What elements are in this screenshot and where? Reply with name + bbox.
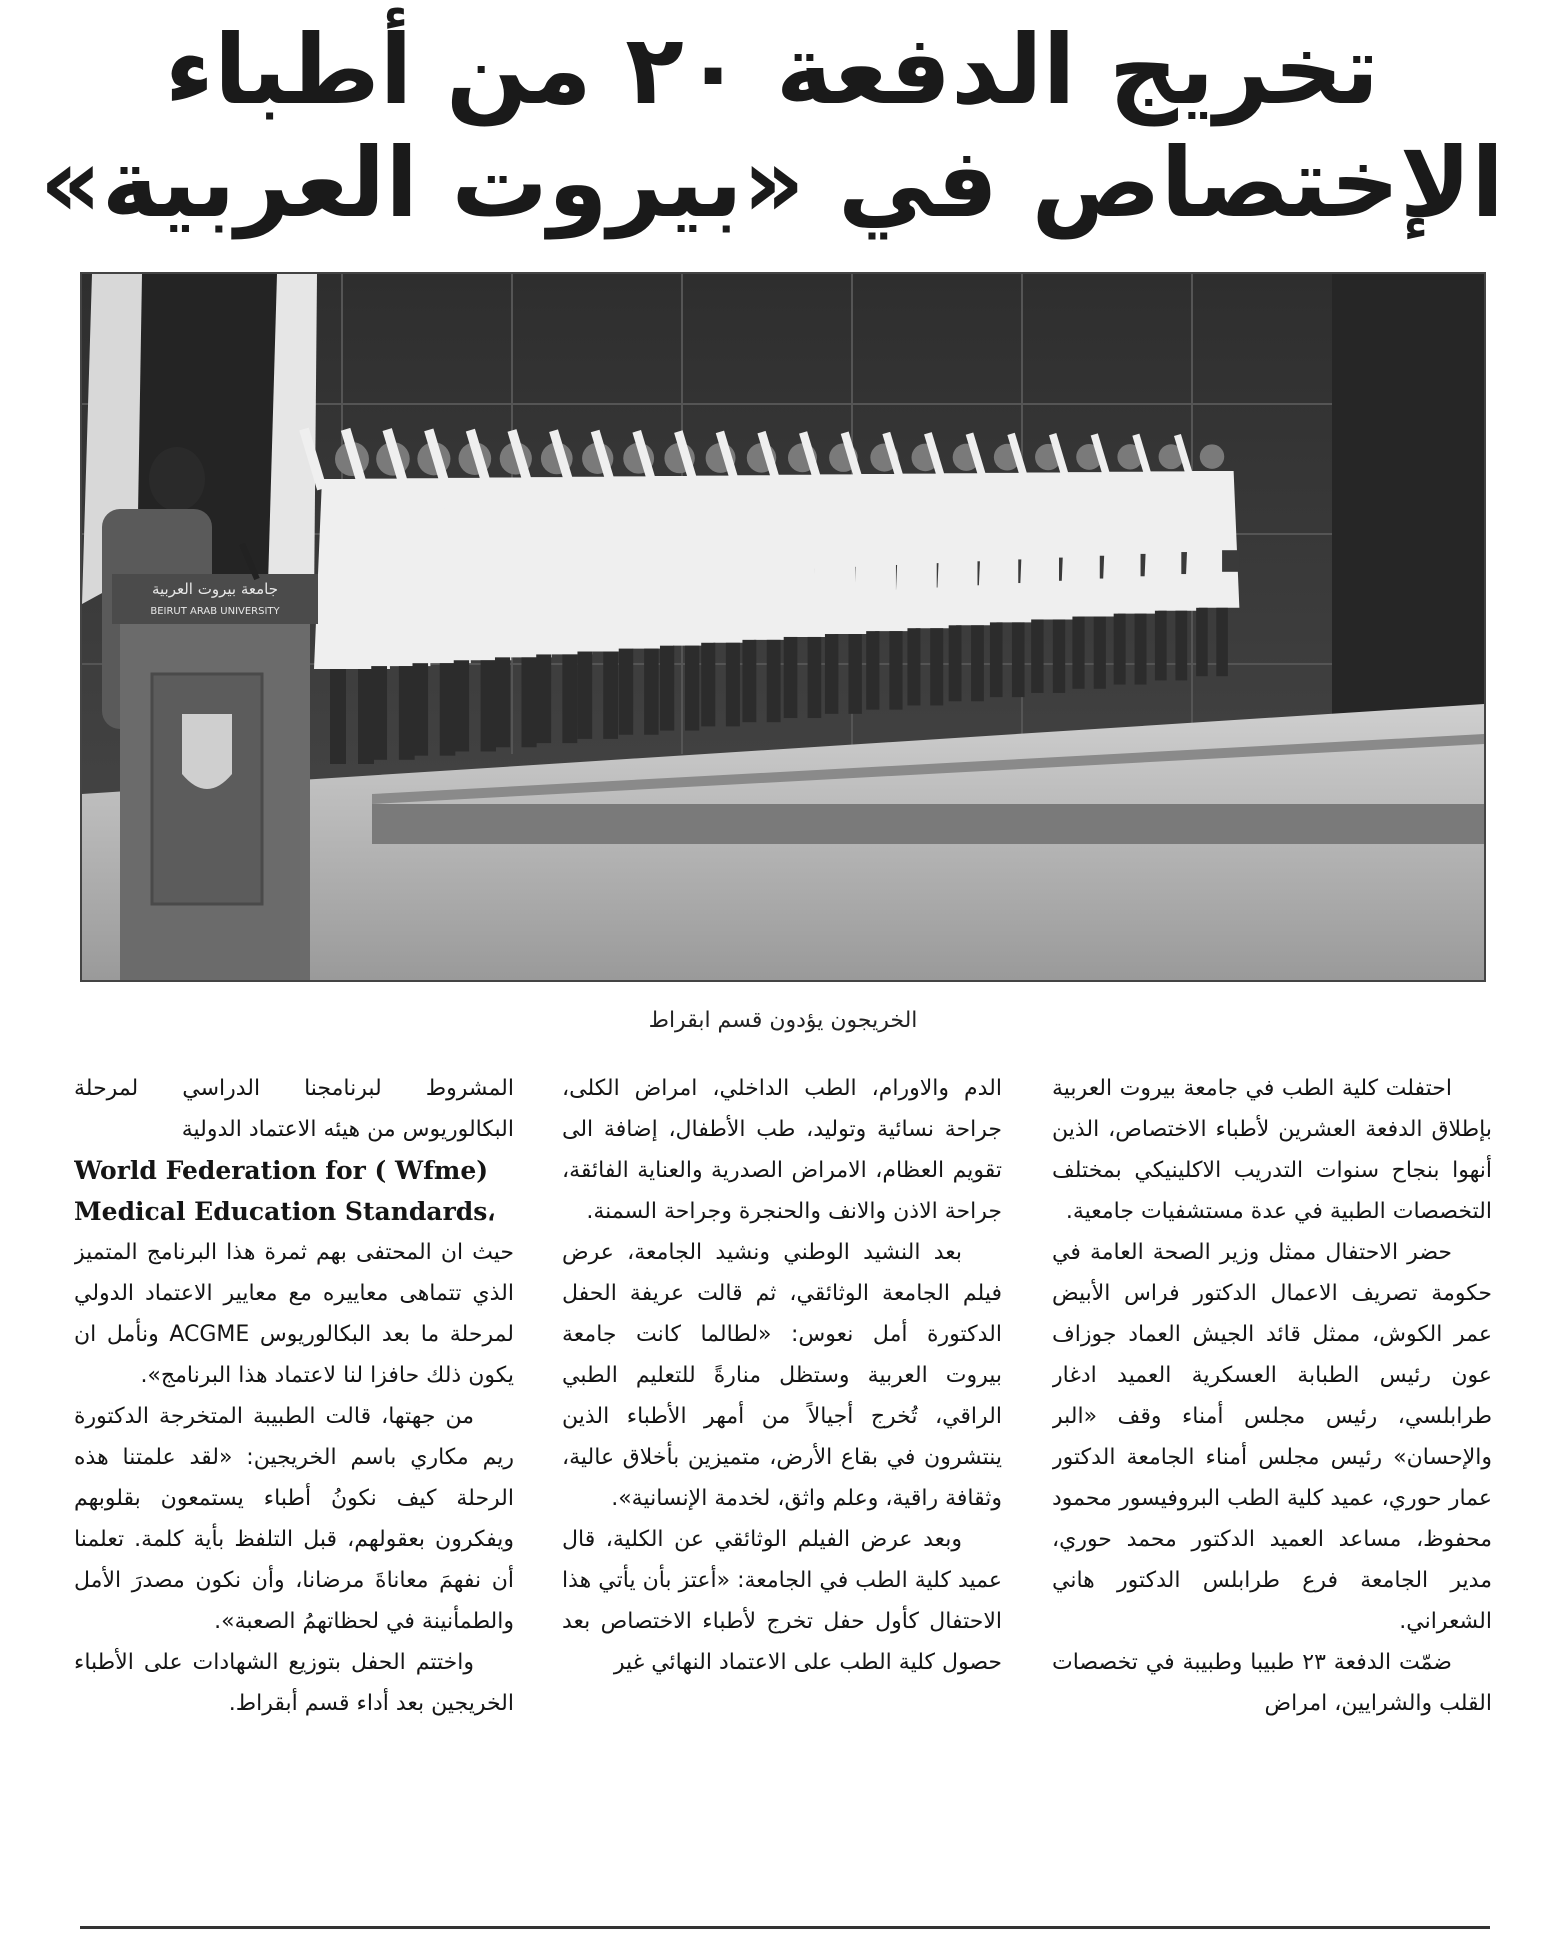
paragraph: احتفلت كلية الطب في جامعة بيروت العربية بإطلاق الدفعة العشرين لأطباء الاختصاص، الذين أنهوا بنجاح سنوات التدريب الاكلينيكي بمختلف التخصصات الطبية في عدة مستشفيات جامعية. — [1052, 1076, 1492, 1224]
paragraph: بعد النشيد الوطني ونشيد الجامعة، عرض فيلم الجامعة الوثائقي، ثم قالت عريفة الحفل الدكتورة أمل نعوس: «لطالما كانت جامعة بيروت العربية وستظل منارةً للتعليم الطبي الراقي، تُخرج أجيالاً من أمهر الأطباء الذين ينتشرون في بقاع الأرض، متميزين بأخلاق عالية، وثقافة راقية، وعلم واثق، لخدمة الإنسانية». — [562, 1240, 1002, 1511]
article-column-1 — [1052, 1068, 1492, 1898]
podium-sign-arabic: جامعة بيروت العربية — [151, 580, 279, 598]
podium-sign-english: BEIRUT ARAB UNIVERSITY — [150, 606, 280, 617]
paragraph: الدم والاورام، الطب الداخلي، امراض الكلى، جراحة نسائية وتوليد، طب الأطفال، إضافة الى تقويم العظام، الامراض الصدرية والعناية الفائقة، جراحة الاذن والانف والحنجرة وجراحة السمنة. — [562, 1076, 1002, 1224]
paragraph: وبعد عرض الفيلم الوثائقي عن الكلية، قال عميد كلية الطب في الجامعة: «أعتز بأن يأتي هذا الاحتفال كأول حفل تخرج لأطباء الاختصاص بعد حصول كلية الطب على الاعتماد النهائي غير — [562, 1527, 1002, 1675]
paragraph: واختتم الحفل بتوزيع الشهادات على الأطباء الخريجين بعد أداء قسم أبقراط. — [74, 1650, 514, 1716]
paragraph: ضمّت الدفعة ٢٣ طبيبا وطبيبة في تخصصات القلب والشرايين، امراض — [1052, 1650, 1492, 1716]
paragraph: المشروط لبرنامجنا الدراسي لمرحلة البكالوريوس من هيئه الاعتماد الدولية — [74, 1076, 514, 1142]
article-column-2 — [562, 1068, 1002, 1898]
bottom-rule — [80, 1926, 1490, 1929]
headline-line-2: الإختصاص في «بيروت العربية» — [39, 127, 1504, 239]
english-text: World Federation for ( Wfme) — [74, 1156, 489, 1185]
headline-line-1: تخريج الدفعة ٢٠ من أطباء — [164, 14, 1380, 126]
article-column-3 — [74, 1068, 514, 1898]
paragraph: حيث ان المحتفى بهم ثمرة هذا البرنامج المتميز الذي تتماهى معاييره مع معايير الاعتماد الدولي لمرحلة ما بعد البكالوريوس ACGME ونأمل ان يكون ذلك حافزا لنا لاعتماد هذا البرنامج». — [74, 1240, 514, 1388]
paragraph: من جهتها، قالت الطبيبة المتخرجة الدكتورة ريم مكاري باسم الخريجين: «لقد علمتنا هذه الرحلة كيف نكونُ أطباء يستمعون بقلوبهم ويفكرون بعقولهم، قبل التلفظ بأية كلمة. تعلمنا أن نفهمَ معاناةَ مرضانا، وأن نكون مصدرَ الأمل والطمأنينة في لحظاتهمُ الصعبة». — [74, 1404, 514, 1634]
english-text: Medical Education Standards، — [74, 1197, 496, 1226]
paragraph: حضر الاحتفال ممثل وزير الصحة العامة في حكومة تصريف الاعمال الدكتور فراس الأبيض عمر الكوش، ممثل قائد الجيش العماد جوزاف عون رئيس الطبابة العسكرية العميد ادغار طرابلسي، رئيس مجلس أمناء وقف «البر والإحسان» رئيس مجلس أمناء الجامعة الدكتور عمار حوري، عميد كلية الطب البروفيسور محمود محفوظ، مساعد العميد الدكتور محمد حوري، مدير الجامعة فرع طرابلس الدكتور هاني الشعراني. — [1052, 1240, 1492, 1634]
graduation-photo — [80, 272, 1486, 982]
photo-caption: الخريجون يؤدون قسم ابقراط — [648, 1008, 918, 1033]
